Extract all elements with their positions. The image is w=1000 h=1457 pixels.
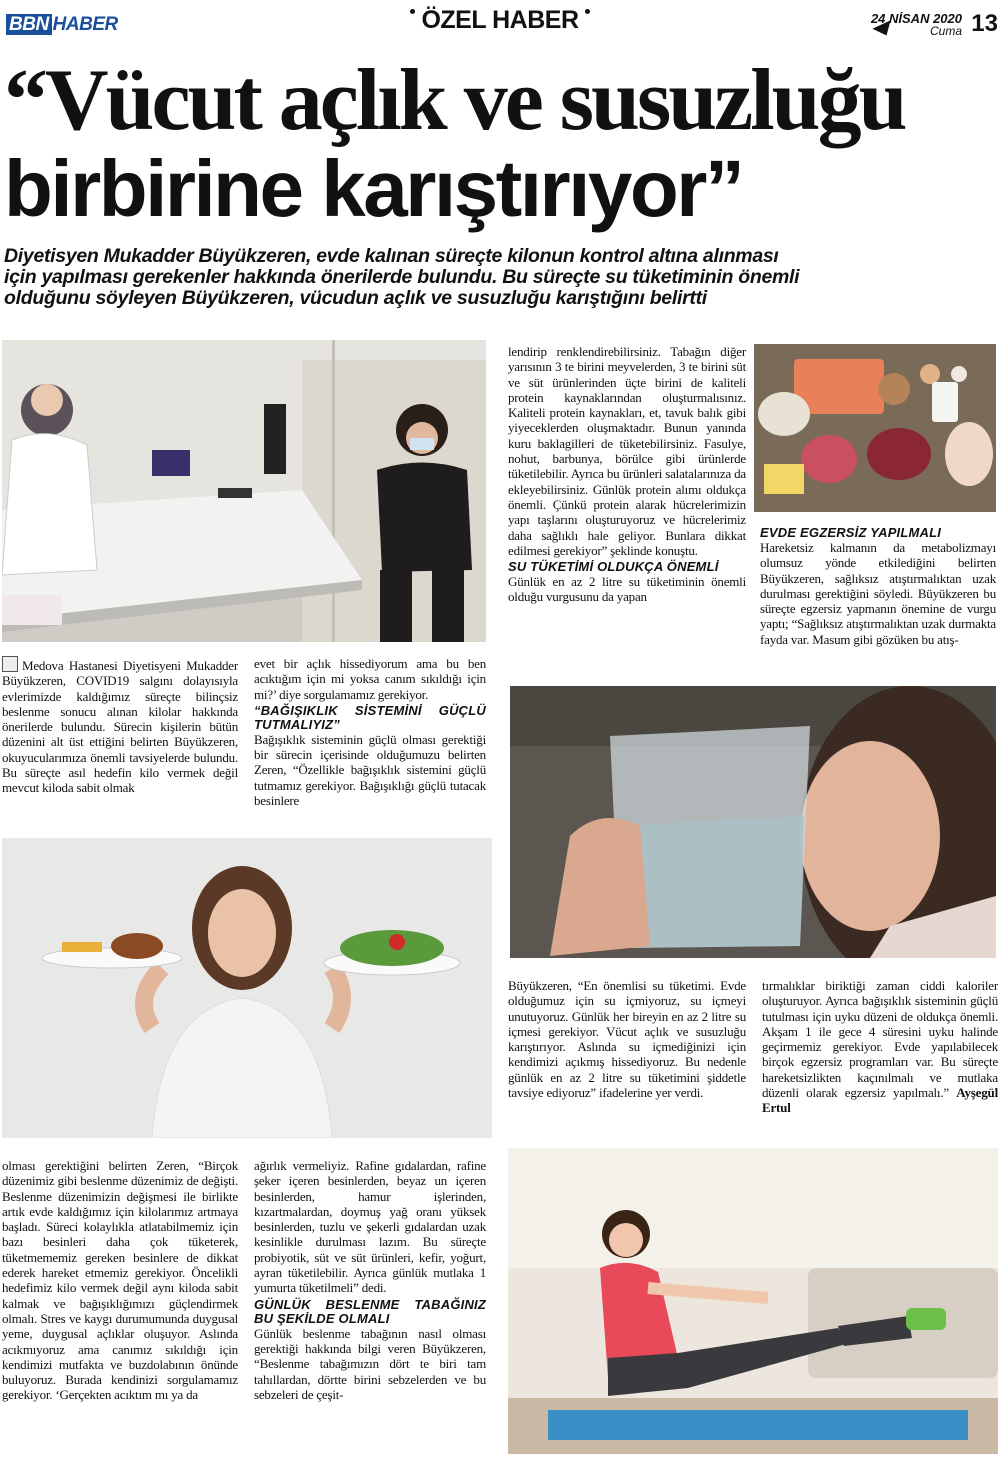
- photo-dietitian-office: [2, 340, 486, 642]
- photo-protein-foods: [754, 344, 996, 512]
- headline-line-1: “Vücut açlık ve susuzluğu: [4, 52, 905, 149]
- bbn-haber-logo[interactable]: BBN HABER: [6, 14, 118, 36]
- section-title: ÖZEL HABER: [0, 6, 1000, 35]
- article-col4-exercise: EVDE EGZERSİZ YAPILMALI Hareketsiz kalmanın da metabolizmayı olumsuz yönde etkilediğini belirten Büyükzeren, sağlıksız atıştırmalıktan uzak durulması gerektiğini söyledi. Büyükzeren bu süreçte egzersiz yapmanın önemine de vurgu yaptı; “Sağlıksız atıştırmalıktan uzak durmakta fayda var. Masum gibi gözüken bu atış-: [760, 525, 996, 647]
- article-bottom-col2: ağırlık vermeliyiz. Rafine gıdalardan, rafine şeker içeren besinlerden, beyaz un içeren besinlerden, hamur işlerinden, kızartmalardan, doymuş yağ oranı yüksek besinlerden, tuzlu ve şekerli gıdalardan uzak kesinlikle durulması lazım. Bu süreçte probiyotik, süt ve süt ürünleri, kefir, yoğurt, ayran tüketilebilir. Ayrıca günlük mutlaka 1 yumurta tüketilmeli” dedi. GÜNLÜK BESLENME TABAĞINIZ BU ŞEKİLDE OLMALI Günlük beslenme tabağının nasıl olması gerektiği hakkında bilgi veren Büyükzeren, “Beslenme tabağımızın dört te biri tam tahıllardan, dörtte birini sebzelerden ve bu sebzeleri de çeşit-: [254, 1158, 486, 1402]
- page-number: 13: [971, 10, 998, 37]
- subheading-water: SU TÜKETİMİ OLDUKÇA ÖNEMLİ: [508, 559, 719, 575]
- headline-line-2: birbirine karıştırıyor”: [4, 144, 743, 233]
- article-col1-top: Medova Hastanesi Diyetisyeni Mukadder Büyükzeren, COVID19 salgını dolayısıyla evlerimizde kaldığımız süreçte bilinçsiz beslenme sonucu alınan kilolar hakkında önerilerde bulundu. Sürecin kişilerin bütün düzenini alt üst ettiğini belirten Büyükzeren, okuyucularımıza önemli tavsiyelerde bulundu. Bu süreçte asıl hedefin kilo vermek değil mevcut kiloda sabit olmak: [2, 658, 238, 796]
- author-signature: Ayşegül Ertul: [762, 1085, 998, 1116]
- photo-woman-drinking-water: [510, 686, 996, 958]
- issue-date: 24 NİSAN 2020 Cuma: [870, 11, 962, 38]
- caption-marker-icon: [2, 656, 18, 672]
- article-mid-left: Büyükzeren, “En önemlisi su tüketimi. Evde olduğumuz için su içmiyoruz, su içmeyi unutuyoruz. Günlük her bireyin en az 2 litre su içmesi gerekiyor. Vücut açlık ve susuzluğu karıştırıyor. Aslında su içmediğinizi için kendimizi açıkmış hissediyoruz. Bu nedenle günlük en az 2 litre su tüketimini şiddetle tavsiye ediyoruz” ifadelerine yer verdi.: [508, 978, 746, 1101]
- subheading-plate: GÜNLÜK BESLENME TABAĞINIZ BU ŞEKİLDE OLMALI: [254, 1296, 486, 1326]
- spot-text: Diyetisyen Mukadder Büyükzeren, evde kalınan süreçte kilonun kontrol altına alınması için yapılması gerekenler hakkında önerilerde bulundu. Bu süreçte su tüketiminin önemli olduğunu söyleyen Büyükzeren, vücudun açlık ve susuzluğu karıştığını belirtti: [4, 245, 800, 309]
- article-mid-right: tırmalıklar biriktiği zaman ciddi kaloriler oluşturuyor. Ayrıca bağışıklık sisteminin güçlü tutulması için uyku düzeni de oldukça önemli. Akşam 1 ile gece 4 süresini uyku halinde geçirmemiz gerekiyor. Evde yapılabilecek birçok egzersiz programları var. Bu süreçte hareketsizlikten kaçınılmalı ve mutlaka düzenli olarak egzersiz yapılmalı.” Ayşegül Ertul: [762, 978, 998, 1116]
- article-bottom-col1: olması gerektiğini belirten Zeren, “Birçok düzenimiz gibi beslenme düzenimiz de değişti. Beslenme düzenimizin değişmesi ile birlikte artık evde kaldığımız için kilolarımız artmaya başladı. Süreci kolaylıkla atlatabilmemiz için bazı besinleri daha çok tüketerek, tüketmememiz gereken besinlere de dikkat ederek hareket etmemiz gerekiyor. Öncelikli hedefimiz kilo vermek değil aynı kiloda sabit kalmak ve bağışıklığımızı güçlendirmek olmalı. Stres ve kaygı durumumunda duygusal yeme, duygusal açlıklar oluşuyor. Aslında acıkmıyoruz ama canımız sıkıldığı için kendimizi mutfakta ve buzdolabının önünde buluyoruz. Burada kendinizi sorgulamamız gerekiyor. ‘Gerçekten acıktım mı ya da: [2, 1158, 238, 1403]
- subheading-immune: “BAĞIŞIKLIK SİSTEMİNİ GÜÇLÜ TUTMALIYIZ”: [254, 702, 486, 732]
- article-col3-top: lendirip renklendirebilirsiniz. Tabağın diğer yarısının 3 te birini meyvelerden, 3 te birini süt ve süt ürünlerinden üçte birini de kaliteli protein kaynaklarından oluşturmalısınız. Kaliteli protein kaynakları, et, tavuk balık gibi yiyeceklerden oluşmaktadır. Bunun yanında kuru baklagilleri de tüketebilirsiniz. Fasulye, nohut, barbunya, börülce gibi ürünlerde tüketilebilir. Ayrıca bu ürünleri salatalarınıza da ekleyebilirsiniz. Günlük protein alımı oldukça önemli. Çünkü protein alarak hücrelerimizin yapı taşlarını oluşturuyoruz ve hücrelerimiz daha sağlıklı hale geliyor. Bunlara dikkat edilmesi gerekiyor” şeklinde konuştu. SU TÜKETİMİ OLDUKÇA ÖNEMLİ Günlük en az 2 litre su tüketiminin önemli olduğu vurgusunu da yapan: [508, 344, 746, 605]
- photo-woman-exercising: [508, 1148, 998, 1454]
- photo-woman-food-choice: [2, 838, 492, 1138]
- article-col2-top: evet bir açlık hissediyorum ama bu ben acıktığım için mi yoksa canım sıkıldığı için mi?’ diye sorgulamamız gerekiyor. “BAĞIŞIKLIK SİSTEMİNİ GÜÇLÜ TUTMALIYIZ” Bağışıklık sisteminin güçlü olması gerektiği bir sürecin içerisinde olduğumuzu belirten Zeren, “Özellikle bağışıklık sistemini güçlü tutmamız gerekiyor. Bağışıklığı güçlü tutacak besinlere: [254, 656, 486, 809]
- subheading-exercise: EVDE EGZERSİZ YAPILMALI: [760, 525, 942, 540]
